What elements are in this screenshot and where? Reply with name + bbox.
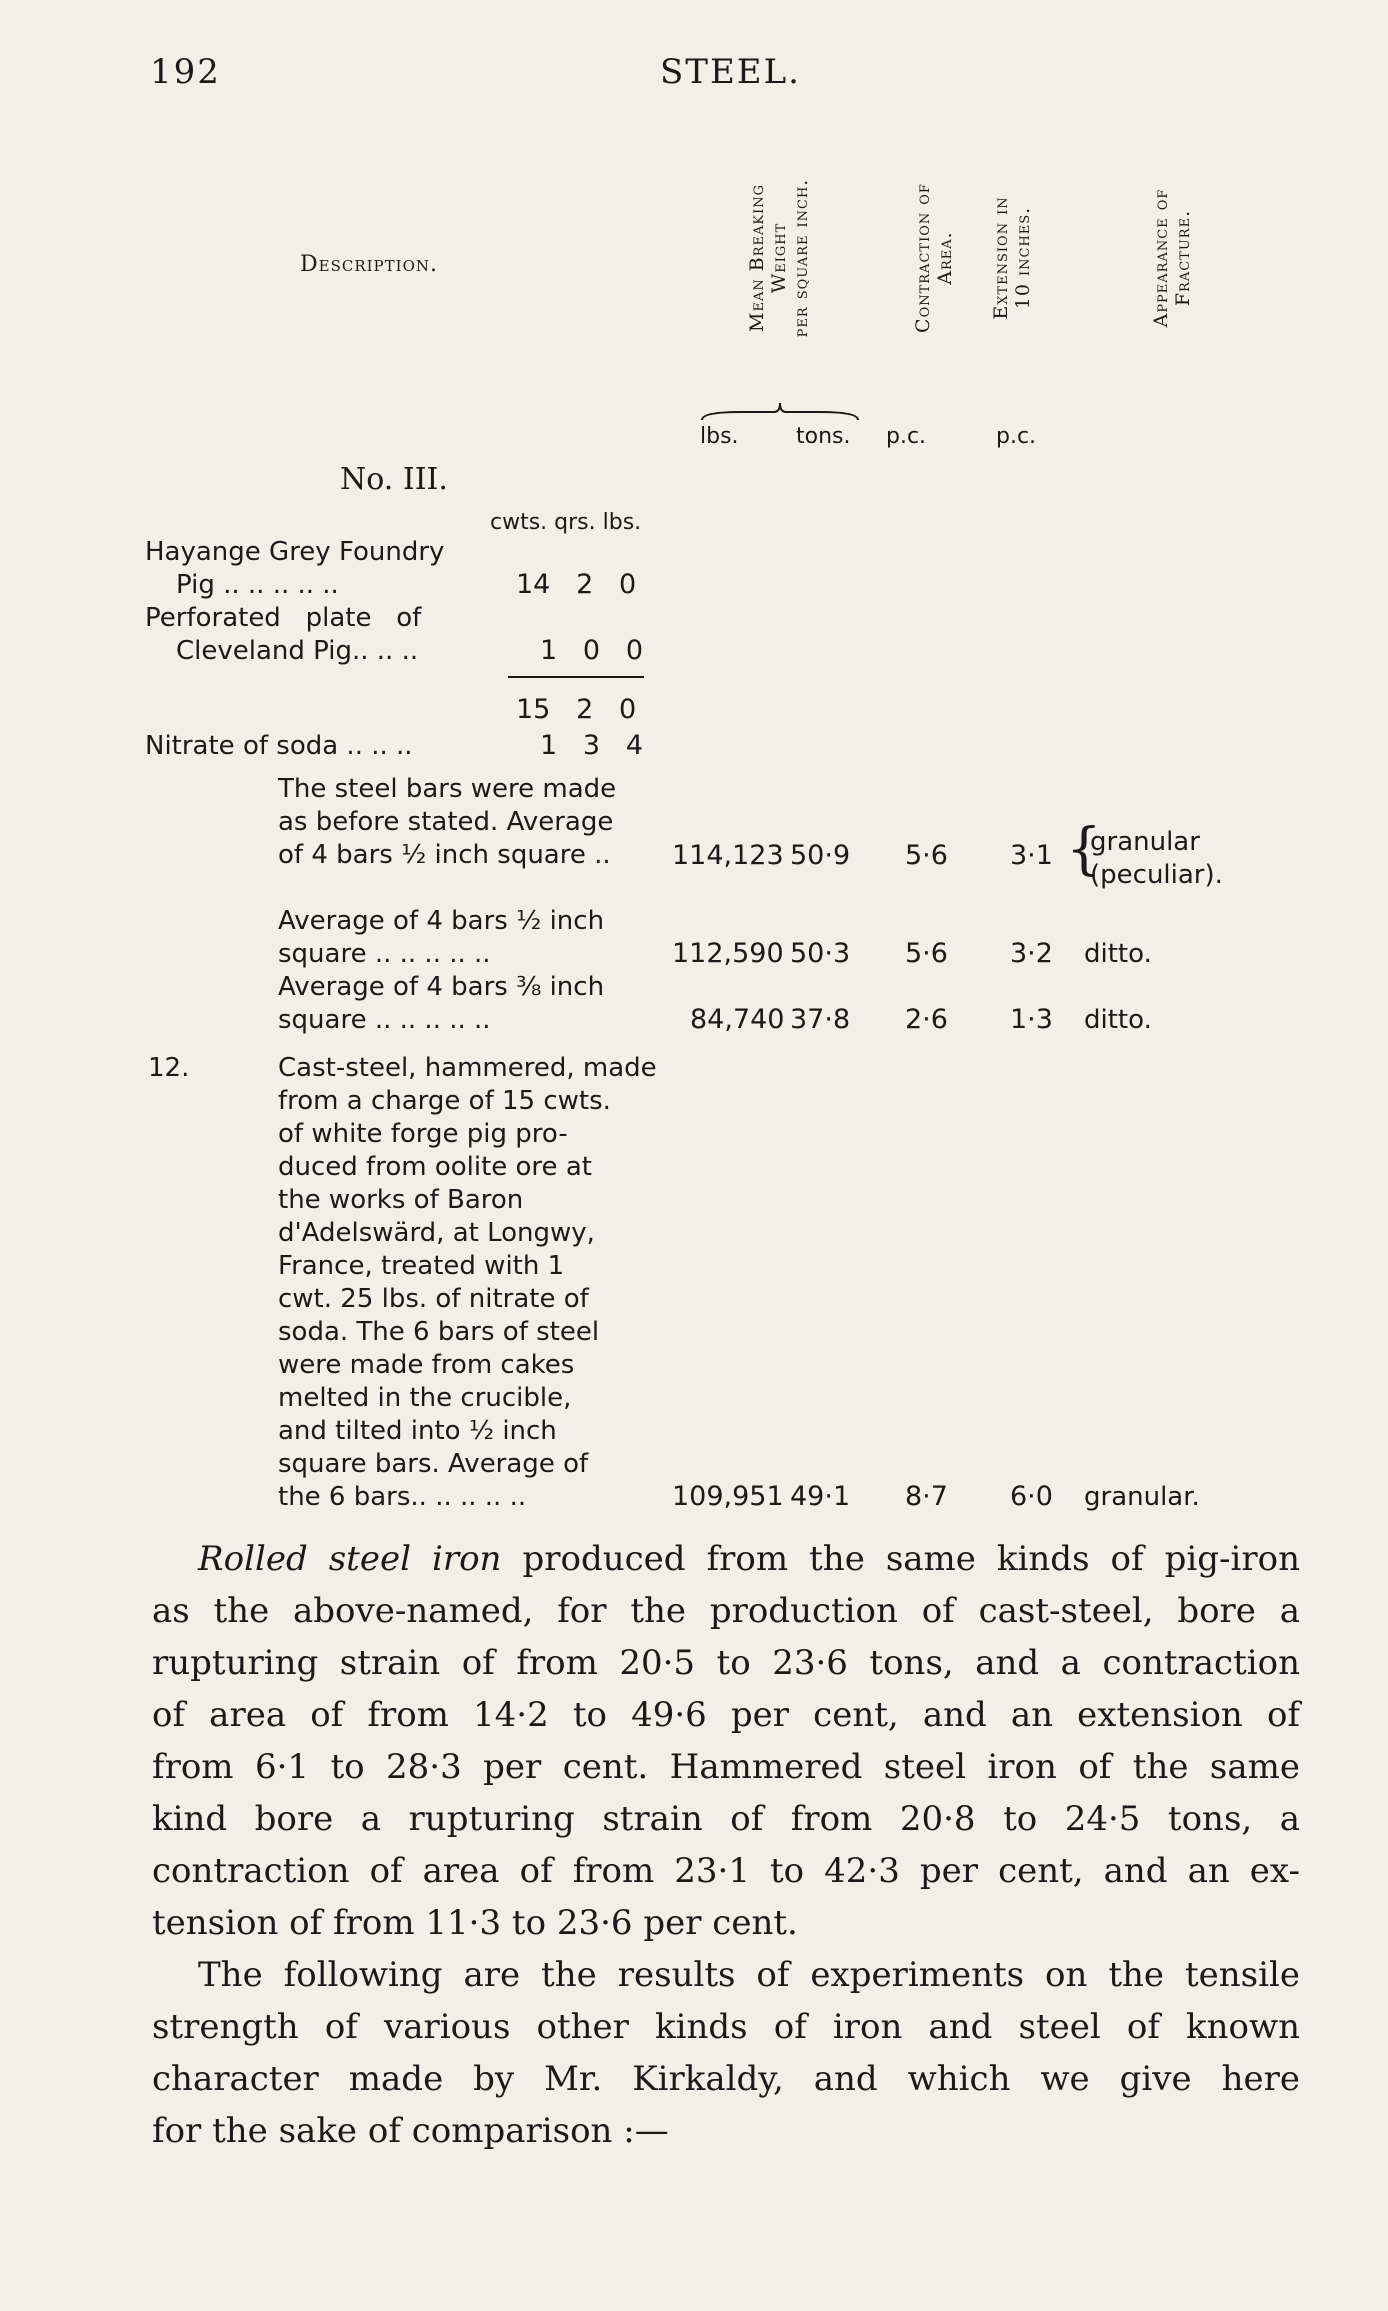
row4-desc-line6: d'Adelswärd, at Longwy, (278, 1218, 595, 1248)
row2-tons: 50·3 (790, 938, 851, 969)
row2-fracture: ditto. (1084, 939, 1152, 969)
row2-desc-line1: Average of 4 bars ½ inch (278, 906, 605, 936)
row1-fracture-brace: { (1066, 817, 1102, 882)
row4-desc-line14: the 6 bars.. .. .. .. .. (278, 1482, 527, 1512)
breaking-weight-header-line3: per square inch. (790, 178, 812, 338)
row3-fracture: ditto. (1084, 1005, 1152, 1035)
unit-lbs: lbs. (700, 424, 739, 449)
charge-units: cwts. qrs. lbs. (490, 510, 642, 535)
fracture-header-line1: Appearance of (1150, 188, 1172, 328)
row4-desc-line13: square bars. Average of (278, 1449, 589, 1479)
extension-header (990, 142, 1034, 374)
page-number: 192 (150, 52, 221, 92)
breaking-weight-header (746, 142, 812, 374)
charge-total-rule (508, 676, 644, 678)
row4-desc-line8: cwt. 25 lbs. of nitrate of (278, 1284, 589, 1314)
extension-header-line2: 10 inches. (1012, 206, 1034, 310)
row4-desc-line4: duced from oolite ore at (278, 1152, 592, 1182)
row4-desc-line2: from a charge of 15 cwts. (278, 1086, 611, 1116)
row3-extension: 1·3 (1010, 1004, 1053, 1035)
row4-desc-line5: the works of Baron (278, 1185, 524, 1215)
charge-hayange-label-1: Hayange Grey Foundry (145, 537, 445, 567)
row1-desc-line3: of 4 bars ½ inch square .. (278, 840, 611, 870)
row1-contraction: 5·6 (905, 840, 948, 871)
unit-tons: tons. (796, 424, 851, 449)
row1-tons: 50·9 (790, 840, 851, 871)
row4-lbs: 109,951 (672, 1481, 784, 1512)
row4-desc-line10: were made from cakes (278, 1350, 575, 1380)
paragraph-line: The following are the results of experiments on the tensile (198, 1955, 1300, 1995)
row3-lbs: 84,740 (690, 1004, 785, 1035)
charge-perforated-label-1: Perforated plate of (145, 603, 422, 633)
paragraph-line (152, 1533, 1300, 1585)
row2-lbs: 112,590 (672, 938, 784, 969)
paragraph-line: character made by Mr. Kirkaldy, and which we give here (152, 2059, 1300, 2099)
running-title: STEEL. (660, 52, 801, 92)
row4-desc (278, 1052, 657, 1514)
charge-hayange-label-2: Pig .. .. .. .. .. (176, 570, 339, 600)
charge-hayange-qty: 14 2 0 (516, 569, 637, 600)
charge-total-qty: 15 2 0 (516, 694, 637, 725)
row1-extension: 3·1 (1010, 840, 1053, 871)
row4-extension: 6·0 (1010, 1481, 1053, 1512)
paragraph-line: as the above-named, for the production of cast-steel, bore a (152, 1591, 1300, 1631)
row3-desc-line1: Average of 4 bars ⅜ inch (278, 972, 605, 1002)
extension-header-line1: Extension in (990, 196, 1012, 320)
paragraph-line: for the sake of comparison :— (152, 2111, 669, 2151)
paragraph-rolled-steel (152, 1533, 1300, 1949)
paragraph-line: of area of from 14·2 to 49·6 per cent, and an extension of (152, 1695, 1300, 1735)
row2-desc-line2: square .. .. .. .. .. (278, 939, 491, 969)
row4-desc-line3: of white forge pig pro- (278, 1119, 568, 1149)
row4-desc-line9: soda. The 6 bars of steel (278, 1317, 600, 1347)
paragraph-line: kind bore a rupturing strain of from 20·8 to 24·5 tons, a (152, 1799, 1300, 1839)
charge-perforated-label-2: Cleveland Pig.. .. .. (176, 636, 419, 666)
paragraph-following-results (152, 1949, 1300, 2157)
paragraph-line: tension of from 11·3 to 23·6 per cent. (152, 1903, 798, 1943)
contraction-header-line1: Contraction of (912, 183, 934, 333)
row3-desc-line2: square .. .. .. .. .. (278, 1005, 491, 1035)
row2-extension: 3·2 (1010, 938, 1053, 969)
section-title: No. III. (340, 462, 448, 497)
charge-nitrate-label: Nitrate of soda .. .. .. (145, 731, 413, 761)
description-heading: Description. (300, 252, 438, 277)
row4-desc-line12: and tilted into ½ inch (278, 1416, 557, 1446)
paragraph-line: strength of various other kinds of iron and steel of known (152, 2007, 1300, 2047)
row1-lbs: 114,123 (672, 840, 784, 871)
breaking-weight-header-line1: Mean Breaking (746, 184, 768, 332)
unit-pc-contraction: p.c. (886, 424, 927, 449)
row4-contraction: 8·7 (905, 1481, 948, 1512)
unit-pc-extension: p.c. (996, 424, 1037, 449)
row3-contraction: 2·6 (905, 1004, 948, 1035)
row3-desc (278, 971, 604, 1037)
row1-fracture-line1: granular (1090, 827, 1200, 857)
fracture-header-line2: Fracture. (1172, 209, 1194, 307)
row4-desc-line1: Cast-steel, hammered, made (278, 1053, 657, 1083)
paragraph-line: from 6·1 to 28·3 per cent. Hammered steel iron of the same (152, 1747, 1300, 1787)
contraction-header (912, 142, 956, 374)
lead-italic: Rolled steel iron (198, 1539, 502, 1579)
row1-desc-line2: as before stated. Average (278, 807, 614, 837)
charge-perforated-qty: 1 0 0 (540, 635, 644, 666)
row4-desc-line7: France, treated with 1 (278, 1251, 565, 1281)
contraction-header-line2: Area. (934, 231, 956, 285)
row4-fracture: granular. (1084, 1482, 1200, 1512)
row3-tons: 37·8 (790, 1004, 851, 1035)
row2-desc (278, 905, 604, 971)
paragraph-line: contraction of area of from 23·1 to 42·3 per cent, and an ex- (152, 1851, 1300, 1891)
breaking-weight-header-line2: Weight (768, 222, 790, 294)
charge-nitrate-qty: 1 3 4 (540, 730, 644, 761)
row4-tons: 49·1 (790, 1481, 851, 1512)
row1-desc-line1: The steel bars were made (278, 774, 617, 804)
row1-fracture (1090, 826, 1223, 892)
paragraph-line: rupturing strain of from 20·5 to 23·6 tons, and a contraction (152, 1643, 1300, 1683)
row4-desc-line11: melted in the crucible, (278, 1383, 572, 1413)
fracture-header (1150, 142, 1194, 374)
row2-contraction: 5·6 (905, 938, 948, 969)
paragraph-line-text: produced from the same kinds of pig-iron (501, 1539, 1300, 1579)
row4-number: 12. (148, 1053, 190, 1083)
row1-fracture-line2: (peculiar). (1090, 860, 1223, 890)
row1-desc (278, 773, 616, 872)
